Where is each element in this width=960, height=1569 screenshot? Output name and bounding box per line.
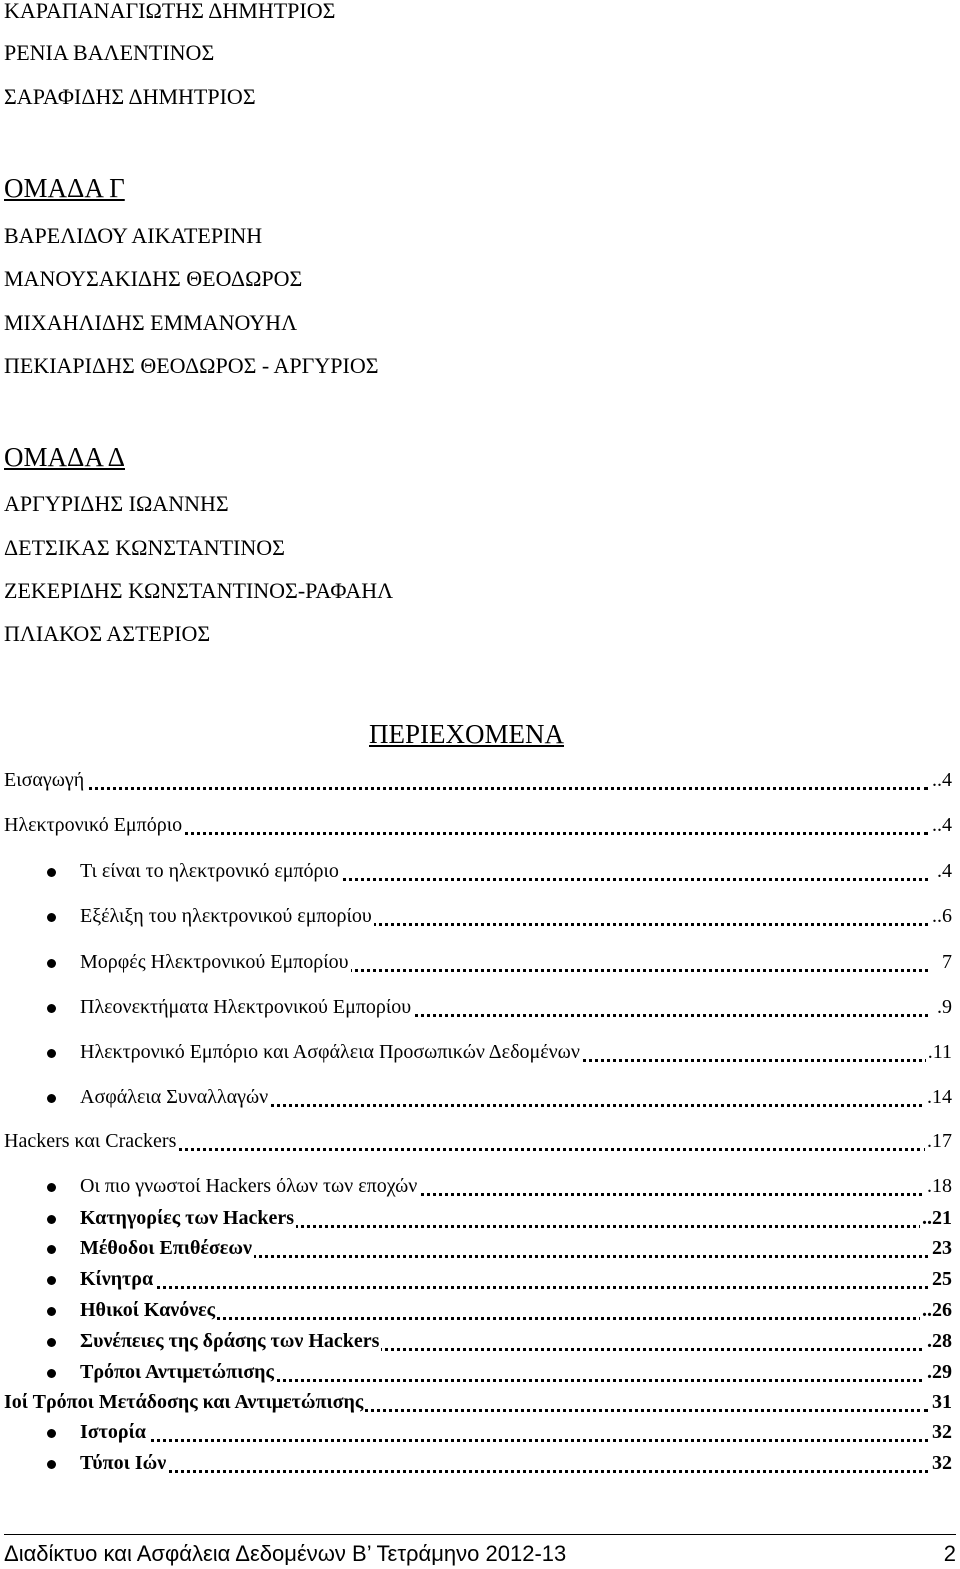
toc-entry[interactable] [4, 766, 956, 796]
member-name: ΑΡΓΥΡΙΔΗΣ ΙΩΑΝΝΗΣ [4, 491, 229, 516]
bullet-icon [47, 913, 56, 922]
toc-entry-page: ..4 [932, 814, 952, 836]
toc-entry-label: Οι πιο γνωστοί Hackers όλων των εποχών [80, 1175, 418, 1197]
dot-leader [80, 1439, 928, 1442]
toc-entry-page: .11 [927, 1041, 952, 1063]
toc-entry-label: Ηλεκτρονικό Εμπόριο [4, 814, 183, 836]
toc-entry-page: 7 [942, 951, 952, 973]
toc-entry-page: 23 [932, 1237, 952, 1259]
bullet-icon [47, 1245, 56, 1254]
toc-entry[interactable] [4, 1127, 956, 1157]
toc-entry-label: Κατηγορίες των Hackers [80, 1207, 295, 1229]
toc-entry-label: Hackers και Crackers [4, 1130, 177, 1152]
toc-entry[interactable] [4, 948, 956, 978]
toc-entry[interactable] [4, 1038, 956, 1068]
toc-entry-label: Ασφάλεια Συναλλαγών [80, 1086, 269, 1108]
bullet-icon [47, 1429, 56, 1438]
page-footer [4, 1534, 956, 1565]
group-d-title: ΟΜΑΔΑ Δ [4, 442, 125, 472]
toc-entry-label: Τύποι Ιών [80, 1452, 167, 1474]
toc-entry-page: .18 [927, 1175, 952, 1197]
toc-entry-label: Κίνητρα [80, 1268, 154, 1290]
member-name: ΒΑΡΕΛΙΔΟΥ ΑΙΚΑΤΕΡΙΝΗ [4, 223, 263, 248]
toc-entry-page: 25 [932, 1268, 952, 1290]
bullet-icon [47, 1307, 56, 1316]
bullet-icon [47, 1004, 56, 1013]
toc-entry[interactable] [4, 857, 956, 887]
toc-entry-label: Εξέλιξη του ηλεκτρονικού εμπορίου [80, 905, 372, 927]
toc-entry-label: Τι είναι το ηλεκτρονικό εμπόριο [80, 860, 339, 882]
toc-entry-label: Συνέπειες της δράσης των Hackers [80, 1330, 380, 1352]
member-name: ΔΕΤΣΙΚΑΣ ΚΩΝΣΤΑΝΤΙΝΟΣ [4, 535, 285, 560]
bullet-icon [47, 1215, 56, 1224]
toc-entry-page: .14 [927, 1086, 952, 1108]
toc-entry[interactable] [4, 811, 956, 841]
member-name: ΠΛΙΑΚΟΣ ΑΣΤΕΡΙΟΣ [4, 621, 211, 646]
toc-entry-page: .28 [927, 1330, 952, 1352]
member-name: ΜΑΝΟΥΣΑΚΙΔΗΣ ΘΕΟΔΩΡΟΣ [4, 266, 303, 291]
dot-leader [80, 1286, 928, 1289]
toc-entry-label: Ηλεκτρονικό Εμπόριο και Ασφάλεια Προσωπικών Δεδομένων [80, 1041, 580, 1063]
toc-entry-label: Μορφές Ηλεκτρονικού Εμπορίου [80, 951, 349, 973]
toc-entry-page: ..4 [932, 769, 952, 791]
toc-entry-label: Ιοί Τρόποι Μετάδοσης και Αντιμετώπισης [4, 1391, 364, 1413]
toc-entry[interactable] [4, 1265, 956, 1295]
toc-entry[interactable] [4, 1234, 956, 1264]
toc-entry-label: Ιστορία [80, 1421, 146, 1443]
toc-entry-page: ..21 [922, 1207, 952, 1229]
toc-entry-page: ..26 [922, 1299, 952, 1321]
toc-entry[interactable] [4, 1204, 956, 1234]
member-name: ΣΑΡΑΦΙΔΗΣ ΔΗΜΗΤΡΙΟΣ [4, 84, 256, 109]
member-name: ΜΙΧΑΗΛΙΔΗΣ ΕΜΜΑΝΟΥΗΛ [4, 310, 298, 335]
toc-entry[interactable] [4, 993, 956, 1023]
footer-page-number: 2 [943, 1541, 956, 1566]
toc-entry-label: Εισαγωγή [4, 769, 85, 791]
bullet-icon [47, 1369, 56, 1378]
bullet-icon [47, 1460, 56, 1469]
bullet-icon [47, 1094, 56, 1103]
toc-entry[interactable] [4, 1172, 956, 1202]
toc-entry[interactable] [4, 1327, 956, 1357]
bullet-icon [47, 868, 56, 877]
dot-leader [80, 1470, 928, 1473]
toc-entry[interactable] [4, 1388, 956, 1418]
toc-entry[interactable] [4, 1449, 956, 1479]
toc-title: ΠΕΡΙΕΧΟΜΕΝΑ [369, 719, 564, 749]
toc-entry[interactable] [4, 902, 956, 932]
toc-entry-page: 31 [932, 1391, 952, 1413]
toc-entry-page: ..6 [932, 905, 952, 927]
toc-entry[interactable] [4, 1418, 956, 1448]
bullet-icon [47, 959, 56, 968]
member-name: ΠΕΚΙΑΡΙΔΗΣ ΘΕΟΔΩΡΟΣ - ΑΡΓΥΡΙΟΣ [4, 353, 379, 378]
toc-entry[interactable] [4, 1358, 956, 1388]
member-name: ΖΕΚΕΡΙΔΗΣ ΚΩΝΣΤΑΝΤΙΝΟΣ-ΡΑΦΑΗΛ [4, 578, 394, 603]
toc-entry-page: .4 [937, 860, 952, 882]
toc-entry-label: Τρόποι Αντιμετώπισης [80, 1361, 274, 1383]
bullet-icon [47, 1338, 56, 1347]
dot-leader [4, 787, 928, 790]
toc-entry-label: Ηθικοί Κανόνες [80, 1299, 216, 1321]
bullet-icon [47, 1276, 56, 1285]
toc-entry-page: .29 [927, 1361, 952, 1383]
toc-entry[interactable] [4, 1296, 956, 1326]
toc-entry[interactable] [4, 1083, 956, 1113]
bullet-icon [47, 1183, 56, 1192]
toc-entry-page: .9 [937, 996, 952, 1018]
group-c-title: ΟΜΑΔΑ Γ [4, 173, 125, 203]
toc-entry-page: 32 [932, 1452, 952, 1474]
bullet-icon [47, 1049, 56, 1058]
member-name: ΚΑΡΑΠΑΝΑΓΙΩΤΗΣ ΔΗΜΗΤΡΙΟΣ [4, 0, 336, 23]
member-name: ΡΕΝΙΑ ΒΑΛΕΝΤΙΝΟΣ [4, 40, 215, 65]
toc-entry-page: .17 [927, 1130, 952, 1152]
toc-entry-page: 32 [932, 1421, 952, 1443]
toc-entry-label: Πλεονεκτήματα Ηλεκτρονικού Εμπορίου [80, 996, 412, 1018]
footer-text: Διαδίκτυο και Ασφάλεια Δεδομένων Β’ Τετράμηνο 2012-13 [4, 1541, 567, 1566]
toc-entry-label: Μέθοδοι Επιθέσεων [80, 1237, 252, 1259]
